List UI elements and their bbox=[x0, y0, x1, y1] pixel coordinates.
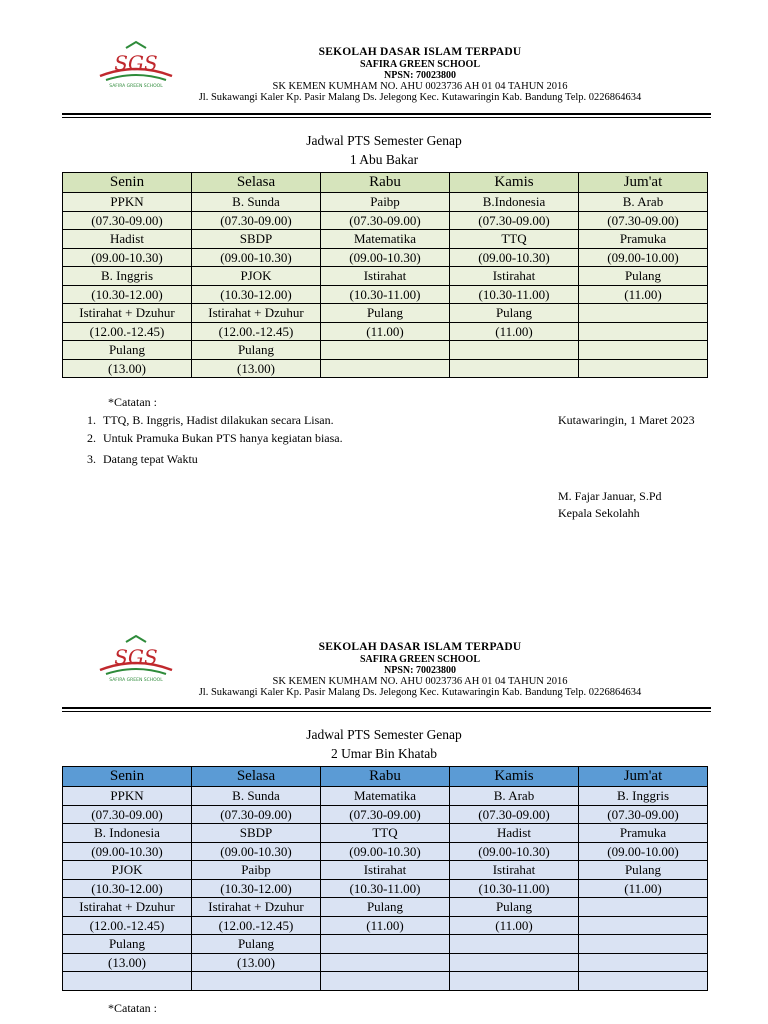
table-row bbox=[63, 861, 708, 880]
time-cell: (10.30-11.00) bbox=[321, 879, 450, 898]
day-header: Rabu bbox=[321, 173, 450, 193]
table-row bbox=[63, 824, 708, 843]
time-cell: (12.00.-12.45) bbox=[192, 916, 321, 935]
school-address: Jl. Sukawangi Kaler Kp. Pasir Malang Ds. Jelegong Kec. Kutawaringin Kab. Bandung Telp. 0226864634 bbox=[198, 687, 642, 699]
note-item: 1. TTQ, B. Inggris, Hadist dilakukan secara Lisan. bbox=[87, 413, 334, 427]
subject-cell: Istirahat + Dzuhur bbox=[63, 898, 192, 917]
time-cell: (09.00-10.30) bbox=[321, 248, 450, 267]
table-row bbox=[63, 193, 708, 212]
time-cell: (09.00-10.30) bbox=[450, 248, 579, 267]
time-cell bbox=[579, 359, 708, 378]
subject-cell: B.Indonesia bbox=[450, 193, 579, 212]
time-cell: (12.00.-12.45) bbox=[192, 322, 321, 341]
time-cell: (11.00) bbox=[579, 879, 708, 898]
subject-cell: Istirahat bbox=[321, 861, 450, 880]
class-name: 1 Abu Bakar bbox=[349, 152, 419, 167]
time-cell bbox=[579, 953, 708, 972]
table-row bbox=[63, 805, 708, 824]
time-cell: (11.00) bbox=[321, 916, 450, 935]
time-cell bbox=[321, 953, 450, 972]
table-row bbox=[63, 787, 708, 806]
subject-cell bbox=[192, 972, 321, 991]
subject-cell: Pulang bbox=[321, 304, 450, 323]
letterhead-divider-thin bbox=[62, 711, 711, 712]
day-header: Senin bbox=[63, 173, 192, 193]
subject-cell: Pramuka bbox=[579, 824, 708, 843]
time-cell: (10.30-12.00) bbox=[192, 285, 321, 304]
time-cell: (09.00-10.30) bbox=[321, 842, 450, 861]
subject-cell: Pramuka bbox=[579, 230, 708, 249]
table-row bbox=[63, 972, 708, 991]
subject-cell bbox=[321, 935, 450, 954]
notes-title: *Catatan : bbox=[108, 1001, 157, 1015]
table-row bbox=[63, 359, 708, 378]
time-cell: (07.30-09.00) bbox=[192, 211, 321, 230]
table-row bbox=[63, 842, 708, 861]
schedule-title: Jadwal PTS Semester Genap bbox=[306, 133, 462, 148]
table-row bbox=[63, 879, 708, 898]
time-cell bbox=[579, 916, 708, 935]
subject-cell: Pulang bbox=[192, 935, 321, 954]
time-cell: (13.00) bbox=[63, 359, 192, 378]
time-cell: (09.00-10.00) bbox=[579, 842, 708, 861]
subject-cell: PJOK bbox=[63, 861, 192, 880]
time-cell: (07.30-09.00) bbox=[321, 805, 450, 824]
subject-cell: SBDP bbox=[192, 824, 321, 843]
time-cell: (11.00) bbox=[450, 916, 579, 935]
place-date: Kutawaringin, 1 Maret 2023 bbox=[558, 413, 695, 427]
class-name: 2 Umar Bin Khatab bbox=[330, 746, 438, 761]
time-cell: (09.00-10.30) bbox=[450, 842, 579, 861]
subject-cell: Pulang bbox=[63, 935, 192, 954]
subject-cell: Pulang bbox=[450, 304, 579, 323]
time-cell: (10.30-11.00) bbox=[450, 285, 579, 304]
table-row bbox=[63, 211, 708, 230]
svg-text:SAFIRA GREEN SCHOOL: SAFIRA GREEN SCHOOL bbox=[109, 678, 163, 683]
subject-cell: Hadist bbox=[450, 824, 579, 843]
time-cell: (07.30-09.00) bbox=[450, 211, 579, 230]
subject-cell: B. Inggris bbox=[579, 787, 708, 806]
time-cell: (07.30-09.00) bbox=[321, 211, 450, 230]
day-header: Senin bbox=[63, 767, 192, 787]
school-subtitle: SAFIRA GREEN SCHOOL bbox=[359, 653, 481, 665]
school-npsn: NPSN: 70023800 bbox=[384, 69, 456, 81]
subject-cell: Istirahat + Dzuhur bbox=[192, 304, 321, 323]
time-cell: (10.30-11.00) bbox=[450, 879, 579, 898]
schedule-table-1 bbox=[62, 172, 708, 378]
time-cell: (12.00.-12.45) bbox=[63, 916, 192, 935]
time-cell: (13.00) bbox=[63, 953, 192, 972]
table-row bbox=[63, 248, 708, 267]
subject-cell bbox=[321, 972, 450, 991]
school-address: Jl. Sukawangi Kaler Kp. Pasir Malang Ds. Jelegong Kec. Kutawaringin Kab. Bandung Telp. 0226864634 bbox=[198, 92, 642, 104]
day-header: Kamis bbox=[450, 767, 579, 787]
subject-cell: Hadist bbox=[63, 230, 192, 249]
time-cell: (12.00.-12.45) bbox=[63, 322, 192, 341]
time-cell: (09.00-10.30) bbox=[192, 248, 321, 267]
time-cell bbox=[579, 322, 708, 341]
subject-cell: B. Sunda bbox=[192, 787, 321, 806]
note-item: 2. Untuk Pramuka Bukan PTS hanya kegiatan biasa. bbox=[87, 431, 343, 445]
notes-title: *Catatan : bbox=[108, 395, 157, 409]
subject-cell: Pulang bbox=[321, 898, 450, 917]
table-row bbox=[63, 935, 708, 954]
table-header-row bbox=[63, 767, 708, 787]
svg-text:SGS: SGS bbox=[114, 51, 158, 75]
subject-cell: TTQ bbox=[321, 824, 450, 843]
schedule-title: Jadwal PTS Semester Genap bbox=[306, 727, 462, 742]
time-cell: (10.30-12.00) bbox=[192, 879, 321, 898]
time-cell bbox=[321, 359, 450, 378]
subject-cell: PPKN bbox=[63, 193, 192, 212]
subject-cell: B. Sunda bbox=[192, 193, 321, 212]
subject-cell: SBDP bbox=[192, 230, 321, 249]
subject-cell: B. Arab bbox=[450, 787, 579, 806]
subject-cell: Paibp bbox=[192, 861, 321, 880]
subject-cell: Pulang bbox=[579, 267, 708, 286]
subject-cell: Pulang bbox=[192, 341, 321, 360]
table-row bbox=[63, 898, 708, 917]
time-cell: (07.30-09.00) bbox=[192, 805, 321, 824]
time-cell: (10.30-12.00) bbox=[63, 879, 192, 898]
day-header: Selasa bbox=[192, 173, 321, 193]
day-header: Kamis bbox=[450, 173, 579, 193]
subject-cell: Istirahat bbox=[450, 267, 579, 286]
school-subtitle: SAFIRA GREEN SCHOOL bbox=[359, 58, 481, 70]
subject-cell bbox=[579, 972, 708, 991]
letterhead bbox=[120, 46, 720, 104]
letterhead-divider bbox=[62, 707, 711, 709]
subject-cell: B. Indonesia bbox=[63, 824, 192, 843]
subject-cell: Istirahat + Dzuhur bbox=[192, 898, 321, 917]
subject-cell: B. Arab bbox=[579, 193, 708, 212]
time-cell: (07.30-09.00) bbox=[579, 805, 708, 824]
subject-cell bbox=[579, 898, 708, 917]
note-item: 3. Datang tepat Waktu bbox=[87, 452, 198, 466]
subject-cell: PJOK bbox=[192, 267, 321, 286]
subject-cell bbox=[579, 341, 708, 360]
subject-cell: B. Inggris bbox=[63, 267, 192, 286]
time-cell: (07.30-09.00) bbox=[63, 805, 192, 824]
subject-cell bbox=[579, 304, 708, 323]
time-cell: (10.30-12.00) bbox=[63, 285, 192, 304]
time-cell: (10.30-11.00) bbox=[321, 285, 450, 304]
svg-text:SGS: SGS bbox=[114, 645, 158, 669]
time-cell: (13.00) bbox=[192, 359, 321, 378]
time-cell bbox=[450, 359, 579, 378]
table-row bbox=[63, 304, 708, 323]
subject-cell bbox=[450, 935, 579, 954]
letterhead-divider-thin bbox=[62, 117, 711, 118]
subject-cell: Istirahat + Dzuhur bbox=[63, 304, 192, 323]
subject-cell: Matematika bbox=[321, 787, 450, 806]
table-row bbox=[63, 341, 708, 360]
subject-cell: Paibp bbox=[321, 193, 450, 212]
subject-cell: TTQ bbox=[450, 230, 579, 249]
subject-cell bbox=[63, 972, 192, 991]
table-header-row bbox=[63, 173, 708, 193]
table-row bbox=[63, 322, 708, 341]
time-cell: (11.00) bbox=[321, 322, 450, 341]
schedule-table-2 bbox=[62, 766, 708, 991]
table-row bbox=[63, 230, 708, 249]
svg-text:SAFIRA GREEN SCHOOL: SAFIRA GREEN SCHOOL bbox=[109, 84, 163, 89]
time-cell: (09.00-10.30) bbox=[63, 842, 192, 861]
time-cell: (09.00-10.00) bbox=[579, 248, 708, 267]
subject-cell bbox=[450, 341, 579, 360]
time-cell: (13.00) bbox=[192, 953, 321, 972]
day-header: Rabu bbox=[321, 767, 450, 787]
time-cell: (07.30-09.00) bbox=[63, 211, 192, 230]
subject-cell: Istirahat bbox=[450, 861, 579, 880]
school-sk: SK KEMEN KUMHAM NO. AHU 0023736 AH 01 04 TAHUN 2016 bbox=[272, 675, 568, 687]
time-cell bbox=[450, 953, 579, 972]
time-cell: (11.00) bbox=[579, 285, 708, 304]
subject-cell: Pulang bbox=[63, 341, 192, 360]
subject-cell: PPKN bbox=[63, 787, 192, 806]
time-cell: (09.00-10.30) bbox=[63, 248, 192, 267]
time-cell: (07.30-09.00) bbox=[579, 211, 708, 230]
subject-cell bbox=[321, 341, 450, 360]
subject-cell: Pulang bbox=[450, 898, 579, 917]
subject-cell: Istirahat bbox=[321, 267, 450, 286]
table-row bbox=[63, 916, 708, 935]
subject-cell bbox=[579, 935, 708, 954]
time-cell: (11.00) bbox=[450, 322, 579, 341]
day-header: Selasa bbox=[192, 767, 321, 787]
day-header: Jum'at bbox=[579, 173, 708, 193]
school-npsn: NPSN: 70023800 bbox=[384, 664, 456, 676]
table-row bbox=[63, 267, 708, 286]
day-header: Jum'at bbox=[579, 767, 708, 787]
time-cell: (07.30-09.00) bbox=[450, 805, 579, 824]
school-name: SEKOLAH DASAR ISLAM TERPADU bbox=[318, 641, 522, 653]
school-sk: SK KEMEN KUMHAM NO. AHU 0023736 AH 01 04 TAHUN 2016 bbox=[272, 80, 568, 92]
letterhead-divider bbox=[62, 113, 711, 115]
subject-cell: Pulang bbox=[579, 861, 708, 880]
letterhead bbox=[120, 641, 720, 699]
school-name: SEKOLAH DASAR ISLAM TERPADU bbox=[318, 46, 522, 58]
time-cell: (09.00-10.30) bbox=[192, 842, 321, 861]
subject-cell bbox=[450, 972, 579, 991]
signer-position: Kepala Sekolahh bbox=[558, 506, 640, 520]
subject-cell: Matematika bbox=[321, 230, 450, 249]
signer-name: M. Fajar Januar, S.Pd bbox=[558, 489, 662, 503]
table-row bbox=[63, 953, 708, 972]
table-row bbox=[63, 285, 708, 304]
